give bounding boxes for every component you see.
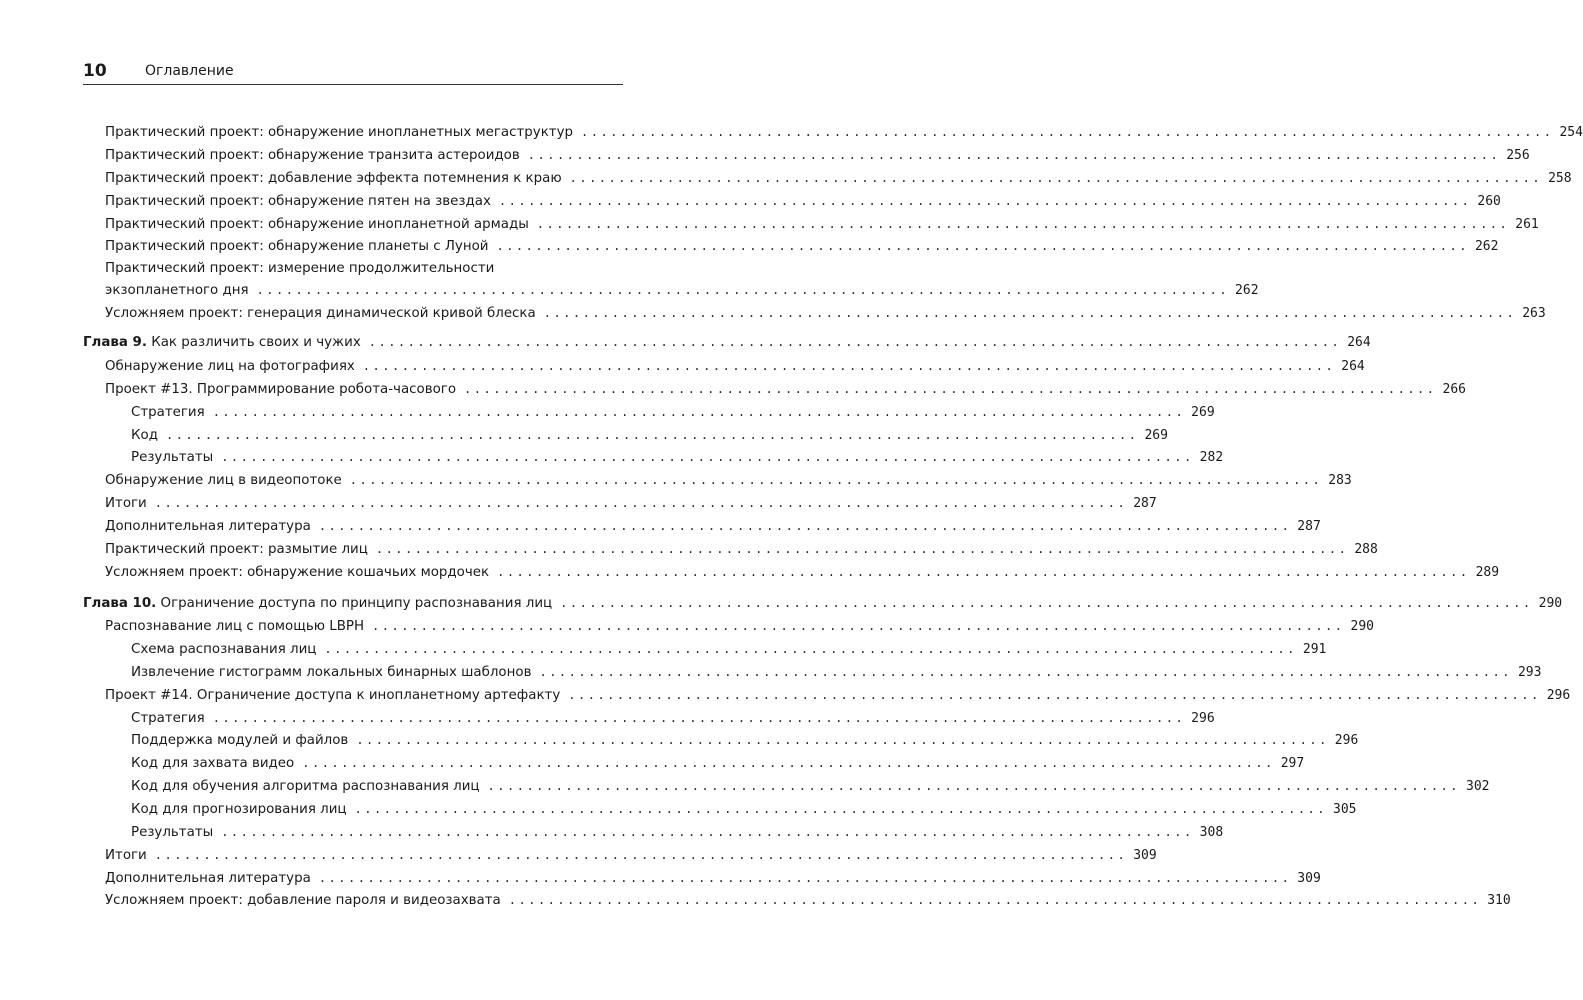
dot-leader: .................................................................................................... [256, 283, 1230, 297]
toc-entry-title: Результаты [131, 450, 214, 465]
toc-entry-title: Код для обучения алгоритма распознавания лиц [131, 779, 480, 794]
toc-chapter-10[interactable] [83, 592, 1563, 614]
toc-entry-page: 305 [1333, 802, 1357, 817]
toc-entry-title: Практический проект: размытие лиц [105, 542, 368, 557]
toc-entry-page: 269 [1191, 405, 1215, 420]
toc-entry[interactable] [105, 279, 1259, 301]
toc-entry-title: Код для прогнозирования лиц [131, 802, 347, 817]
toc-entry-title: Практический проект: обнаружение транзита астероидов [105, 148, 520, 163]
toc-entry-page: 260 [1477, 194, 1501, 209]
dot-leader: .................................................................................................... [221, 825, 1194, 839]
toc-entry-title: Поддержка модулей и файлов [131, 733, 349, 748]
toc-entry-page: 256 [1506, 148, 1530, 163]
dot-leader: .................................................................................................... [362, 359, 1336, 373]
toc-entry-title: Стратегия [131, 405, 205, 420]
chapter-title: Как различить своих и чужих [151, 335, 361, 350]
toc-entry[interactable] [105, 167, 1572, 189]
toc-entry[interactable] [131, 821, 1224, 843]
toc-entry[interactable] [105, 492, 1157, 514]
dot-leader: .................................................................................................... [569, 171, 1543, 185]
dot-leader: .................................................................................................... [496, 239, 1469, 253]
dot-leader: .................................................................................................... [464, 382, 1437, 396]
toc-entry[interactable] [105, 684, 1571, 706]
toc-entry-page: 261 [1515, 217, 1539, 232]
toc-entry-page: 262 [1235, 283, 1259, 298]
toc-entry-page: 269 [1144, 428, 1168, 443]
dot-leader: .................................................................................................... [497, 565, 1470, 579]
toc-entry-page: 308 [1199, 825, 1224, 840]
toc-entry[interactable] [131, 424, 1168, 446]
dot-leader: .................................................................................................... [527, 148, 1501, 162]
dot-leader: .................................................................................................... [508, 893, 1482, 907]
toc-entry-title: Усложняем проект: обнаружение кошачьих мордочек [105, 565, 490, 580]
dot-leader: .................................................................................................... [568, 688, 1541, 702]
toc-entry[interactable] [105, 144, 1530, 166]
toc-entry-page: 258 [1548, 171, 1572, 186]
toc-chapter-9[interactable] [83, 331, 1371, 353]
toc-entry[interactable] [131, 798, 1357, 820]
toc-entry-page: 297 [1280, 756, 1305, 771]
toc-entry-page: 291 [1302, 642, 1327, 657]
toc-entry-page: 282 [1199, 450, 1224, 465]
dot-leader: .................................................................................................... [560, 596, 1533, 610]
toc-entry-title: Практический проект: обнаружение пятен на звездах [105, 194, 491, 209]
toc-entry-title: Проект #14. Ограничение доступа к инопланетному артефакту [105, 688, 561, 703]
dot-leader: .................................................................................................... [372, 619, 1345, 633]
toc-entry[interactable] [105, 378, 1466, 400]
dot-leader: .................................................................................................... [487, 779, 1461, 793]
toc-entry-page: 289 [1475, 565, 1500, 580]
dot-leader: .................................................................................................... [349, 473, 1323, 487]
dot-leader: .................................................................................................... [581, 125, 1554, 139]
dot-leader: .................................................................................................... [154, 848, 1128, 862]
dot-leader: .................................................................................................... [154, 496, 1128, 510]
toc-entry[interactable] [131, 661, 1542, 683]
dot-leader: .................................................................................................... [318, 519, 1292, 533]
toc-entry-page: 293 [1517, 665, 1542, 680]
toc-entry-page: 310 [1487, 893, 1511, 908]
toc-entry[interactable] [105, 615, 1374, 637]
toc-entry-title: Дополнительная литература [105, 871, 311, 886]
toc-entry-title: Дополнительная литература [105, 519, 311, 534]
dot-leader: .................................................................................................... [318, 871, 1292, 885]
toc-entry-page: 309 [1297, 871, 1321, 886]
toc-entry-title: Распознавание лиц с помощью LBPH [105, 619, 365, 634]
toc-entry-title: Усложняем проект: добавление пароля и видеозахвата [105, 893, 501, 908]
toc-entry-title: Стратегия [131, 711, 205, 726]
dot-leader: .................................................................................................... [324, 642, 1297, 656]
dot-leader: .................................................................................................... [221, 450, 1194, 464]
dot-leader: .................................................................................................... [212, 711, 1186, 725]
toc-entry-page: 264 [1347, 335, 1371, 350]
page-header [83, 58, 623, 84]
toc-entry-page: 302 [1466, 779, 1490, 794]
toc-entry-title: Практический проект: добавление эффекта потемнения к краю [105, 171, 562, 186]
toc-entry-page: 287 [1133, 496, 1157, 511]
toc-entry[interactable] [105, 469, 1352, 491]
toc-entry-title: Результаты [131, 825, 214, 840]
toc-entry-page: 288 [1354, 542, 1378, 557]
toc-entry-page: 287 [1297, 519, 1321, 534]
toc-entry-title: экзопланетного дня [105, 283, 249, 298]
toc-entry-page: 290 [1350, 619, 1374, 634]
toc-entry-page: 290 [1538, 596, 1563, 611]
toc-entry-title: Итоги [105, 848, 147, 863]
toc-entry[interactable] [105, 121, 1583, 143]
toc-entry[interactable] [105, 889, 1511, 911]
toc-entry-page: 264 [1341, 359, 1365, 374]
chapter-label: Глава 10. [83, 596, 157, 611]
chapter-label: Глава 9. [83, 335, 147, 350]
dot-leader: .................................................................................................... [543, 306, 1517, 320]
toc-entry[interactable] [131, 401, 1215, 423]
toc-entry[interactable] [131, 446, 1224, 468]
toc-entry[interactable] [105, 538, 1378, 560]
toc-entry[interactable] [105, 235, 1499, 257]
toc-entry[interactable] [105, 844, 1157, 866]
header-rule [83, 84, 623, 85]
toc-entry-title: Усложняем проект: генерация динамической кривой блеска [105, 306, 536, 321]
toc-entry-title: Практический проект: обнаружение инопланетной армады [105, 217, 529, 232]
toc-entry-title: Проект #13. Программирование робота-часового [105, 382, 457, 397]
dot-leader: .................................................................................................... [375, 542, 1349, 556]
dot-leader: .................................................................................................... [498, 194, 1472, 208]
dot-leader: .................................................................................................... [539, 665, 1512, 679]
toc-entry-page: 296 [1546, 688, 1571, 703]
chapter-title: Ограничение доступа по принципу распознавания лиц [160, 596, 553, 611]
toc-entry[interactable] [131, 638, 1327, 660]
page-number: 10 [83, 61, 107, 81]
toc-entry[interactable] [131, 707, 1215, 729]
toc-entry[interactable] [105, 213, 1539, 235]
dot-leader: .................................................................................................... [356, 733, 1329, 747]
toc-entry[interactable] [131, 729, 1359, 751]
toc-entry-page: 254 [1559, 125, 1583, 140]
toc-entry[interactable] [131, 775, 1490, 797]
toc-entry-title: Практический проект: обнаружение планеты с Луной [105, 239, 489, 254]
toc-entry[interactable] [131, 752, 1305, 774]
toc-entry[interactable] [105, 302, 1546, 324]
toc-entry-title: Итоги [105, 496, 147, 511]
toc-entry-title: Код для захвата видео [131, 756, 295, 771]
dot-leader: .................................................................................................... [368, 335, 1342, 349]
dot-leader: .................................................................................................... [212, 405, 1186, 419]
toc-entry-page: 262 [1474, 239, 1499, 254]
toc-entry[interactable] [105, 190, 1501, 212]
toc-entry-title: Обнаружение лиц на фотографиях [105, 359, 355, 374]
dot-leader: .................................................................................................... [354, 802, 1328, 816]
dot-leader: .................................................................................................... [165, 428, 1139, 442]
dot-leader: .................................................................................................... [536, 217, 1510, 231]
toc-entry-title-line1[interactable]: Практический проект: измерение продолжительности [105, 261, 495, 276]
toc-entry[interactable] [105, 561, 1500, 583]
toc-entry-page: 263 [1522, 306, 1546, 321]
toc-entry-title: Практический проект: обнаружение инопланетных мегаструктур [105, 125, 574, 140]
toc-entry-title: Извлечение гистограмм локальных бинарных шаблонов [131, 665, 532, 680]
toc-entry-title: Обнаружение лиц в видеопотоке [105, 473, 342, 488]
toc-entry-page: 296 [1191, 711, 1215, 726]
toc-entry-title: Код [131, 428, 158, 443]
dot-leader: .................................................................................................... [302, 756, 1275, 770]
toc-entry[interactable] [105, 867, 1321, 889]
toc-entry-page: 309 [1133, 848, 1157, 863]
toc-entry[interactable] [105, 515, 1321, 537]
toc-entry-page: 296 [1334, 733, 1359, 748]
toc-entry-page: 283 [1328, 473, 1352, 488]
toc-entry[interactable] [105, 355, 1365, 377]
toc-entry-title: Схема распознавания лиц [131, 642, 317, 657]
toc-entry-page: 266 [1442, 382, 1466, 397]
running-title: Оглавление [145, 63, 234, 79]
